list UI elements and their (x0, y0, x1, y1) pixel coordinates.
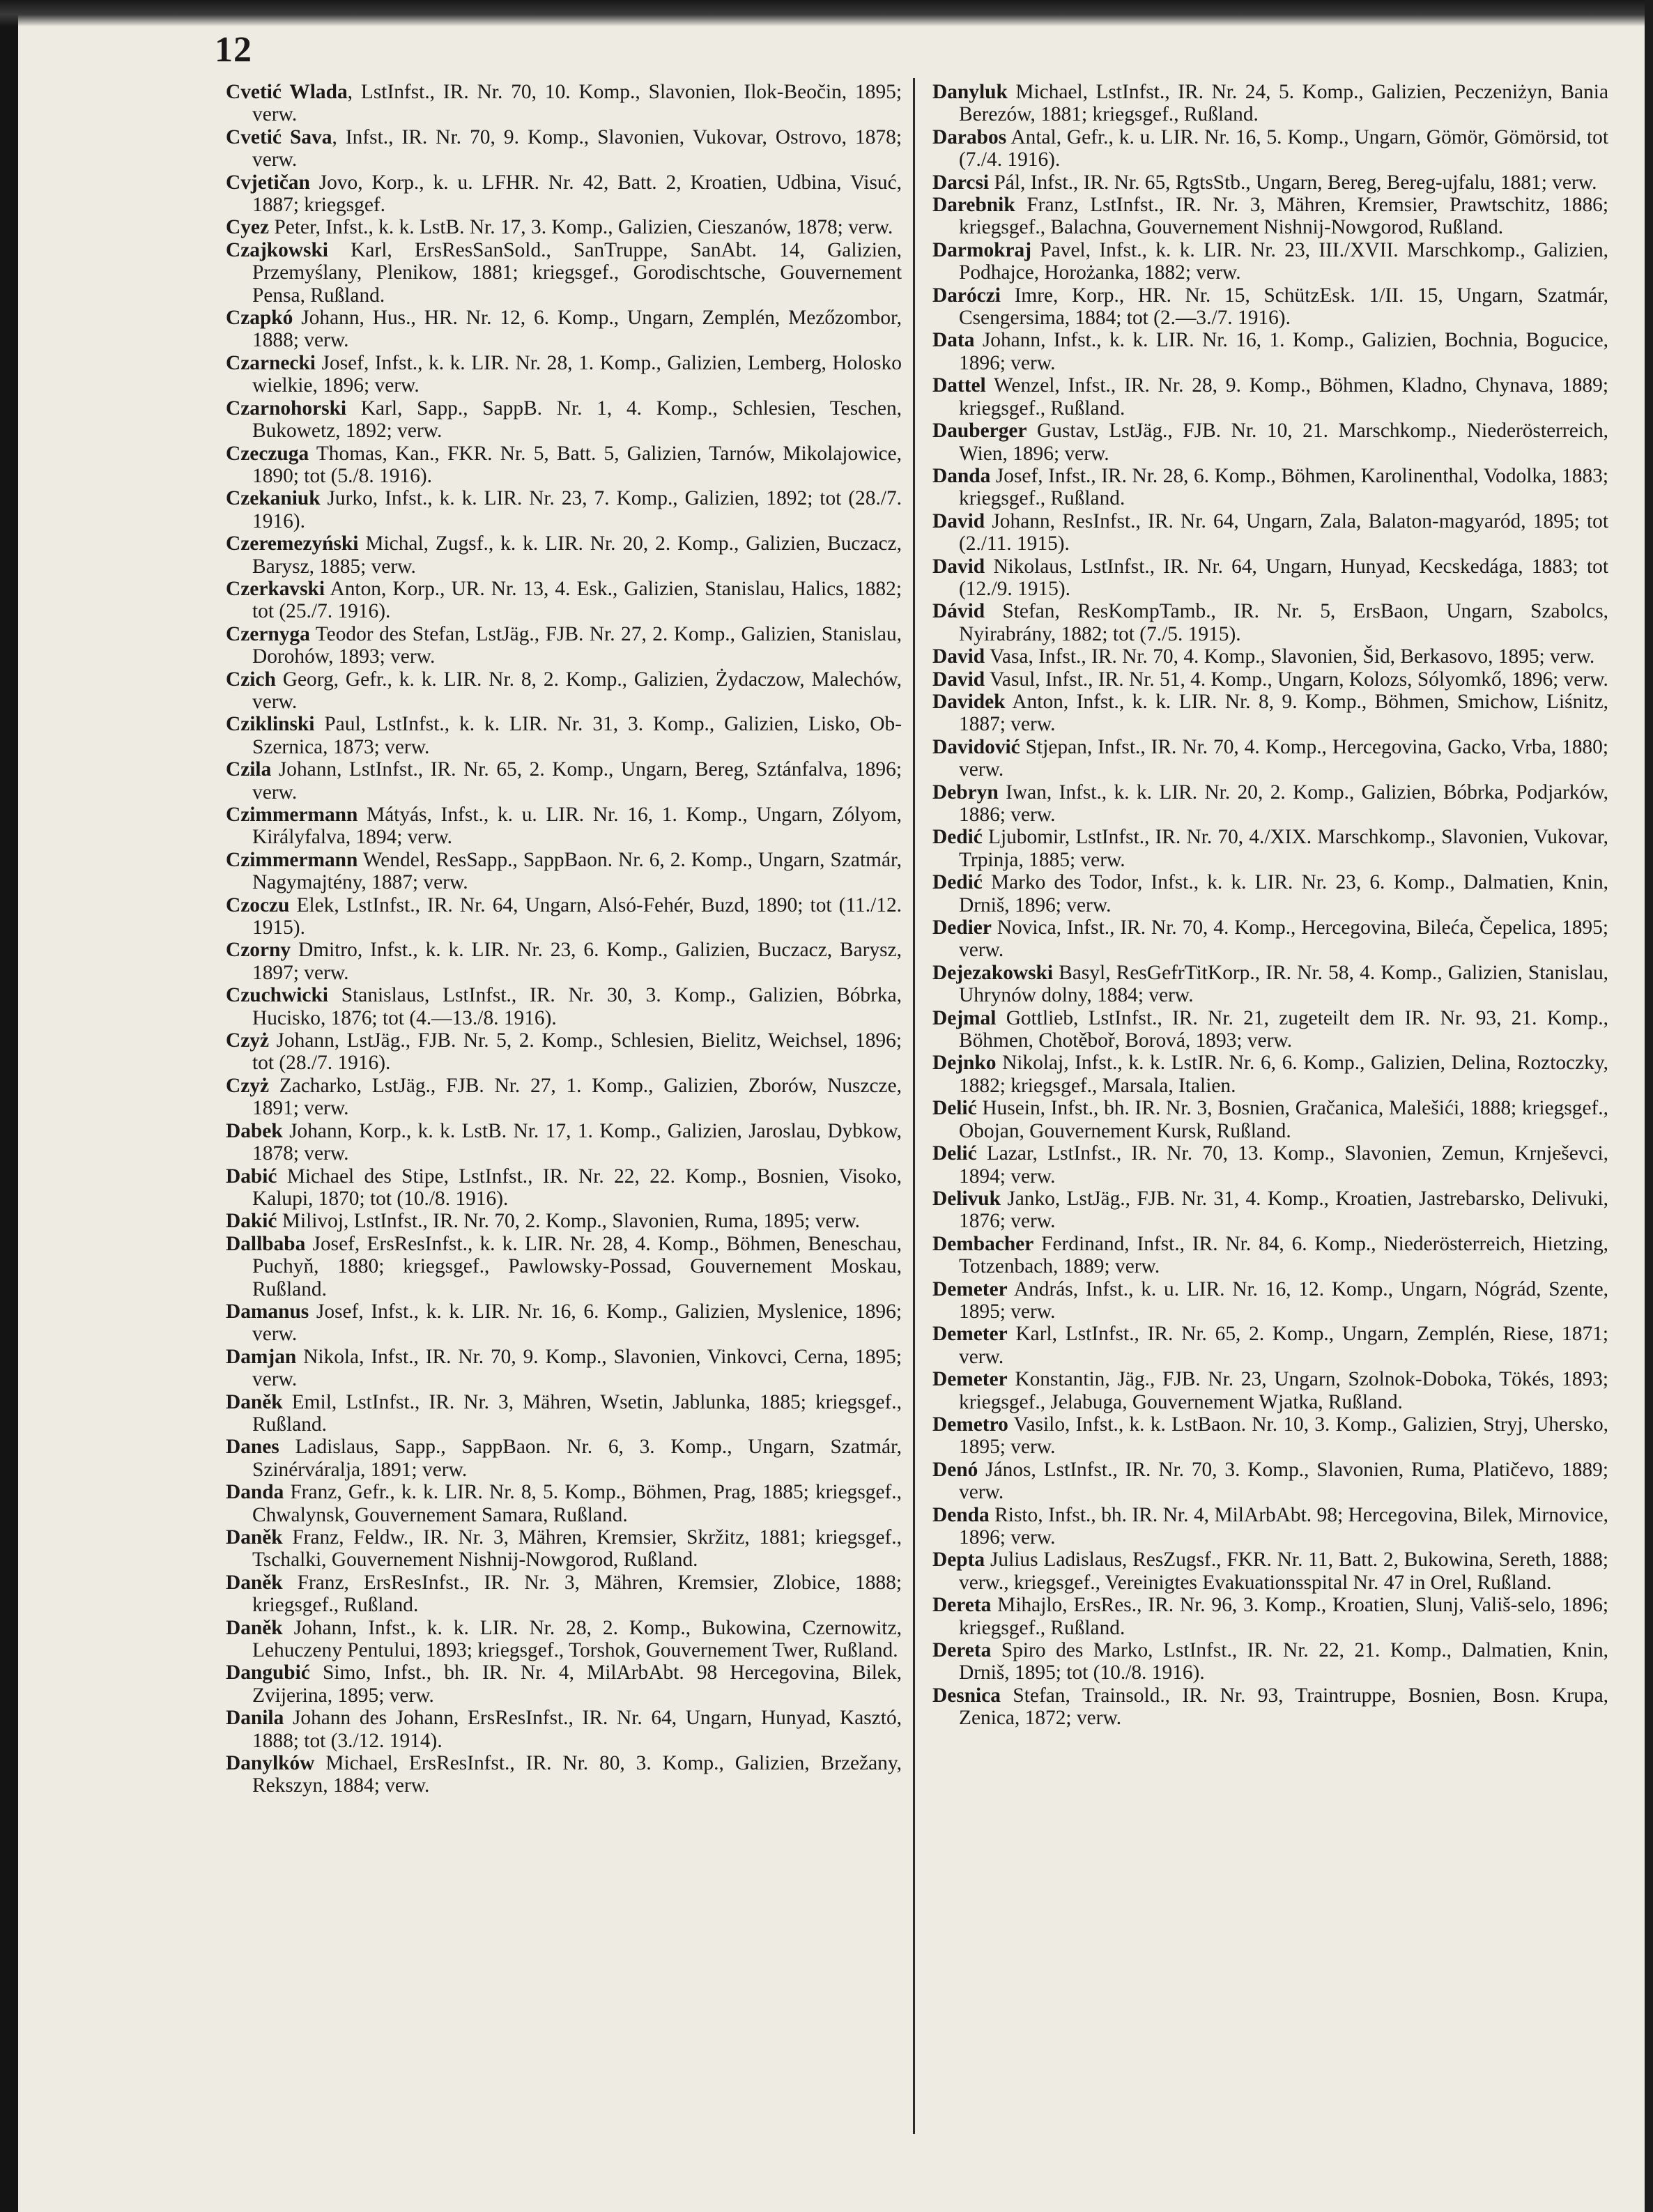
list-entry (226, 171, 902, 217)
entry-details: Johann, Korp., k. k. LstB. Nr. 17, 1. Komp., Galizien, Jaroslau, Dybkow, 1878; verw. (252, 1119, 902, 1165)
list-entry (932, 555, 1608, 601)
list-entry (226, 397, 902, 443)
entry-details: Dmitro, Infst., k. k. LIR. Nr. 23, 6. Komp., Galizien, Buczacz, Barysz, 1897; verw. (252, 939, 902, 984)
list-entry (226, 1481, 902, 1526)
list-entry (932, 736, 1608, 781)
entry-details: Stefan, Trainsold., IR. Nr. 93, Traintruppe, Bosnien, Bosn. Krupa, Zenica, 1872; verw. (959, 1684, 1608, 1730)
entry-surname: Damanus (226, 1300, 309, 1323)
list-entry (932, 1278, 1608, 1323)
list-entry (226, 239, 902, 307)
list-entry (932, 1188, 1608, 1233)
entry-surname: Daněk (226, 1616, 283, 1639)
entry-surname: Dedić (932, 826, 983, 849)
column-divider (913, 78, 915, 2134)
entry-surname: David (932, 668, 985, 691)
entry-details: Nikola, Infst., IR. Nr. 70, 9. Komp., Slavonien, Vinkovci, Cerna, 1895; verw. (252, 1345, 902, 1391)
list-entry (932, 916, 1608, 962)
list-entry (226, 578, 902, 623)
entry-details: Georg, Gefr., k. k. LIR. Nr. 8, 2. Komp., Galizien, Żydaczow, Malechów, verw. (252, 668, 902, 713)
list-entry (226, 894, 902, 939)
entry-details: Pavel, Infst., k. k. LIR. Nr. 23, III./XVII. Marschkomp., Galizien, Podhajce, Horożanka, 1882; verw. (959, 238, 1608, 284)
entry-details: Johann des Johann, ErsResInfst., IR. Nr. 64, Ungarn, Hunyad, Kasztó, 1888; tot (3./12. 1914). (252, 1707, 902, 1752)
entry-details: Zacharko, LstJäg., FJB. Nr. 27, 1. Komp., Galizien, Zborów, Nuszcze, 1891; verw. (252, 1074, 902, 1120)
entry-surname: Demetro (932, 1413, 1008, 1436)
list-entry (226, 532, 902, 578)
list-entry (932, 126, 1608, 171)
list-entry (932, 1097, 1608, 1142)
entry-details: Stjepan, Infst., IR. Nr. 70, 4. Komp., Hercegovina, Gacko, Vrba, 1880; verw. (959, 735, 1608, 781)
list-entry (932, 1459, 1608, 1504)
list-entry (932, 691, 1608, 736)
entry-details: Gottlieb, LstInfst., IR. Nr. 21, zugeteilt dem IR. Nr. 93, 21. Komp., Böhmen, Chotěboř, Borová, 1893; verw. (959, 1006, 1608, 1052)
entry-details: Johann, Infst., k. k. LIR. Nr. 28, 2. Komp., Bukowina, Czernowitz, Lehuczeny Pentului, 1893; kriegsgef., Torshok, Gouvernement Twer, Rußland. (252, 1616, 902, 1662)
entry-surname: Delivuk (932, 1187, 1001, 1210)
list-entry (226, 352, 902, 397)
entry-details: Antal, Gefr., k. u. LIR. Nr. 16, 5. Komp., Ungarn, Gömör, Gömörsid, tot (7./4. 1916). (959, 125, 1608, 171)
entry-surname: Denó (932, 1458, 978, 1481)
entry-surname: Danda (932, 464, 991, 487)
entry-surname: Dauberger (932, 420, 1027, 443)
entry-surname: Dallbaba (226, 1232, 306, 1255)
entry-surname: David (932, 509, 985, 532)
entry-surname: Dejmal (932, 1006, 997, 1029)
list-entry (226, 758, 902, 804)
list-entry (932, 1504, 1608, 1549)
entry-details: Michael, LstInfst., IR. Nr. 24, 5. Komp., Galizien, Peczeniżyn, Bania Berezów, 1881; kriegsgef., Rußland. (959, 81, 1608, 126)
entry-details: Imre, Korp., HR. Nr. 15, SchützEsk. 1/II. 15, Ungarn, Szatmár, Csengersima, 1884; tot (2.—3./7. 1916). (959, 284, 1608, 330)
list-entry (932, 1413, 1608, 1459)
list-entry (226, 1210, 902, 1232)
list-entry (226, 1617, 902, 1662)
list-entry (932, 1233, 1608, 1278)
entry-details: Vasul, Infst., IR. Nr. 51, 4. Komp., Ungarn, Kolozs, Sólyomkő, 1896; verw. (985, 668, 1608, 691)
entry-details: Pál, Infst., IR. Nr. 65, RgtsStb., Ungarn, Bereg, Bereg-ujfalu, 1881; verw. (989, 171, 1597, 194)
entry-surname: Debryn (932, 781, 999, 804)
entry-details: Marko des Todor, Infst., k. k. LIR. Nr. 23, 6. Komp., Dalmatien, Knin, Drniš, 1896; verw. (959, 871, 1608, 916)
list-entry (226, 668, 902, 714)
entry-details: Mátyás, Infst., k. u. LIR. Nr. 16, 1. Komp., Ungarn, Zólyom, Királyfalva, 1894; verw. (252, 804, 902, 849)
right-column (932, 81, 1608, 1730)
entry-surname: Cziklinski (226, 713, 315, 736)
entry-surname: Dembacher (932, 1232, 1034, 1255)
entry-surname: Demeter (932, 1323, 1008, 1346)
entry-surname: Desnica (932, 1684, 1001, 1707)
entry-details: Michal, Zugsf., k. k. LIR. Nr. 20, 2. Komp., Galizien, Buczacz, Barysz, 1885; verw. (252, 532, 902, 578)
entry-surname: Dedić (932, 871, 983, 894)
entry-surname: Danila (226, 1707, 284, 1730)
entry-details: Thomas, Kan., FKR. Nr. 5, Batt. 5, Galizien, Tarnów, Mikolajowice, 1890; tot (5./8. 1916). (252, 442, 902, 487)
list-entry (226, 1120, 902, 1165)
entry-details: Jovo, Korp., k. u. LFHR. Nr. 42, Batt. 2, Kroatien, Udbina, Visuć, 1887; kriegsgef. (252, 171, 902, 217)
entry-surname: Dedier (932, 916, 992, 939)
entry-details: Wenzel, Infst., IR. Nr. 28, 9. Komp., Böhmen, Kladno, Chynava, 1889; kriegsgef., Rußland. (959, 374, 1608, 420)
entry-surname: Darebnik (932, 194, 1015, 217)
entry-surname: Damjan (226, 1345, 297, 1368)
entry-details: Michael, ErsResInfst., IR. Nr. 80, 3. Komp., Galizien, Brzežany, Rekszyn, 1884; verw. (252, 1752, 902, 1797)
entry-details: Anton, Infst., k. k. LIR. Nr. 8, 9. Komp., Böhmen, Smichow, Liśnitz, 1887; verw. (959, 690, 1608, 736)
list-entry (932, 1549, 1608, 1594)
entry-surname: Dakić (226, 1210, 277, 1233)
list-entry (226, 849, 902, 894)
entry-surname: Dejnko (932, 1052, 997, 1075)
list-entry (932, 510, 1608, 555)
entry-details: Karl, ErsResSanSold., SanTruppe, SanAbt. 14, Galizien, Przemyślany, Plenikow, 1881; kriegsgef., Gorodischtsche, Gouvernement Pensa, Rußland. (252, 238, 902, 307)
entry-details: Ferdinand, Infst., IR. Nr. 84, 6. Komp., Niederösterreich, Hietzing, Totzenbach, 1889; verw. (959, 1232, 1608, 1278)
entry-details: Risto, Infst., bh. IR. Nr. 4, MilArbAbt. 98; Hercegovina, Bilek, Mirnovice, 1896; verw. (959, 1503, 1608, 1549)
entry-surname: Czeremezyński (226, 532, 359, 555)
entry-details: Josef, Infst., k. k. LIR. Nr. 16, 6. Komp., Galizien, Myslenice, 1896; verw. (252, 1300, 902, 1346)
entry-details: Vasilo, Infst., k. k. LstBaon. Nr. 10, 3. Komp., Galizien, Stryj, Uhersko, 1895; verw. (959, 1413, 1608, 1459)
list-entry (932, 600, 1608, 645)
list-entry (226, 126, 902, 171)
list-entry (226, 713, 902, 758)
list-entry (932, 781, 1608, 827)
list-entry (226, 81, 902, 126)
left-column (226, 81, 902, 1797)
entry-details: Milivoj, LstInfst., IR. Nr. 70, 2. Komp., Slavonien, Ruma, 1895; verw. (277, 1210, 860, 1233)
entry-details: Franz, LstInfst., IR. Nr. 3, Mähren, Kremsier, Prawtschitz, 1886; kriegsgef., Balachna, Gouvernement Nishnij-Nowgorod, Rußland. (959, 194, 1608, 239)
entry-surname: Cvetić Wlada (226, 81, 348, 103)
list-entry (932, 239, 1608, 284)
entry-details: Novica, Infst., IR. Nr. 70, 4. Komp., Hercegovina, Bileća, Čepelica, 1895; verw. (959, 916, 1608, 962)
entry-surname: Czimmermann (226, 804, 358, 826)
entry-details: Karl, Sapp., SappB. Nr. 1, 4. Komp., Schlesien, Teschen, Bukowetz, 1892; verw. (252, 397, 902, 443)
entry-surname: David (932, 645, 985, 668)
entry-details: Nikolaj, Infst., k. k. LstIR. Nr. 6, 6. Komp., Galizien, Delina, Roztoczky, 1882; kriegsgef., Marsala, Italien. (959, 1052, 1608, 1097)
entry-surname: Demeter (932, 1277, 1008, 1300)
entry-details: Mihajlo, ErsRes., IR. Nr. 96, 3. Komp., Kroatien, Slunj, Vališ-selo, 1896; kriegsgef., Rußland. (959, 1594, 1608, 1639)
list-entry (932, 1323, 1608, 1368)
entry-surname: Danes (226, 1436, 279, 1459)
entry-details: Johann, ResInfst., IR. Nr. 64, Ungarn, Zala, Balaton-magyaród, 1895; tot (2./11. 1915). (959, 509, 1608, 555)
entry-details: Michael des Stipe, LstInfst., IR. Nr. 22, 22. Komp., Bosnien, Visoko, Kalupi, 1870; tot (10./8. 1916). (252, 1165, 902, 1210)
entry-surname: Delić (932, 1097, 977, 1120)
list-entry (932, 284, 1608, 330)
entry-surname: Daněk (226, 1571, 283, 1594)
entry-surname: Dejezakowski (932, 961, 1054, 984)
list-entry (932, 826, 1608, 871)
entry-surname: Dabek (226, 1119, 283, 1142)
list-entry (226, 1526, 902, 1572)
list-entry (226, 1572, 902, 1617)
entry-details: Emil, LstInfst., IR. Nr. 3, Mähren, Wsetin, Jablunka, 1885; kriegsgef., Rußland. (252, 1390, 902, 1436)
list-entry (226, 1075, 902, 1120)
scan-edge-right (1645, 0, 1653, 2212)
list-entry (932, 1142, 1608, 1188)
list-entry (226, 939, 902, 984)
entry-surname: Daróczi (932, 284, 1001, 307)
list-entry (226, 1752, 902, 1797)
list-entry (226, 1436, 902, 1481)
entry-surname: Denda (932, 1503, 990, 1526)
entry-surname: Czorny (226, 939, 291, 962)
entry-details: Konstantin, Jäg., FJB. Nr. 23, Ungarn, Szolnok-Doboka, Tökés, 1893; kriegsgef., Jelabuga, Gouvernement Wjatka, Rußland. (959, 1368, 1608, 1413)
entry-details: Josef, ErsResInfst., k. k. LIR. Nr. 28, 4. Komp., Böhmen, Beneschau, Puchyň, 1880; kriegsgef., Pawlowsky-Possad, Gouvernement Moskau, Rußland. (252, 1232, 902, 1300)
entry-surname: Czila (226, 758, 272, 781)
entry-details: Peter, Infst., k. k. LstB. Nr. 17, 3. Komp., Galizien, Cieszanów, 1878; verw. (269, 216, 893, 239)
entry-details: Franz, Feldw., IR. Nr. 3, Mähren, Kremsier, Skržitz, 1881; kriegsgef., Tschalki, Gouvernement Nishnij-Nowgorod, Rußland. (252, 1526, 902, 1572)
entry-surname: Czuchwicki (226, 984, 328, 1007)
entry-details: Franz, Gefr., k. k. LIR. Nr. 8, 5. Komp., Böhmen, Prag, 1885; kriegsgef., Chwalynsk, Gouvernement Samara, Rußland. (252, 1481, 902, 1526)
list-entry (226, 1707, 902, 1752)
entry-details: , LstInfst., IR. Nr. 70, 10. Komp., Slavonien, Ilok-Beočin, 1895; verw. (252, 81, 902, 126)
list-entry (226, 216, 902, 238)
entry-details: Ladislaus, Sapp., SappBaon. Nr. 6, 3. Komp., Ungarn, Szatmár, Szinérváralja, 1891; verw. (252, 1436, 902, 1481)
list-entry (226, 443, 902, 488)
list-entry (226, 487, 902, 532)
entry-surname: Czapkó (226, 307, 293, 330)
list-entry (932, 871, 1608, 916)
list-entry (932, 645, 1608, 668)
entry-details: Husein, Infst., bh. IR. Nr. 3, Bosnien, Gračanica, Malešići, 1888; kriegsgef., Obojan, Gouvernement Kursk, Rußland. (959, 1097, 1608, 1142)
list-entry (932, 962, 1608, 1007)
list-entry (932, 329, 1608, 374)
list-entry (932, 171, 1608, 194)
list-entry (932, 1639, 1608, 1684)
list-entry (226, 1165, 902, 1211)
list-entry (226, 804, 902, 849)
entry-details: János, LstInfst., IR. Nr. 70, 3. Komp., Slavonien, Ruma, Platičevo, 1889; verw. (959, 1458, 1608, 1504)
list-entry (226, 307, 902, 352)
entry-details: Lazar, LstInfst., IR. Nr. 70, 13. Komp., Slavonien, Zemun, Krnješevci, 1894; verw. (959, 1142, 1608, 1188)
entry-surname: Czyż (226, 1074, 270, 1097)
entry-surname: Czoczu (226, 893, 290, 916)
entry-surname: Darabos (932, 125, 1007, 148)
list-entry (226, 1029, 902, 1075)
entry-details: Josef, Infst., IR. Nr. 28, 6. Komp., Böhmen, Karolinenthal, Vodolka, 1883; kriegsgef., Rußland. (959, 464, 1608, 510)
entry-surname: Cvjetičan (226, 171, 310, 194)
entry-details: Gustav, LstJäg., FJB. Nr. 10, 21. Marschkomp., Niederösterreich, Wien, 1896; verw. (959, 420, 1608, 465)
entry-surname: Czerkavski (226, 577, 325, 600)
entry-surname: Darcsi (932, 171, 990, 194)
list-entry (226, 1661, 902, 1707)
entry-surname: Daněk (226, 1390, 283, 1413)
entry-details: Karl, LstInfst., IR. Nr. 65, 2. Komp., Ungarn, Zemplén, Riese, 1871; verw. (959, 1323, 1608, 1368)
entry-surname: Czarnohorski (226, 397, 347, 420)
list-entry (226, 1346, 902, 1391)
entry-surname: Danda (226, 1481, 284, 1504)
entry-surname: Danylków (226, 1752, 315, 1775)
entry-details: Josef, Infst., k. k. LIR. Nr. 28, 1. Komp., Galizien, Lemberg, Holosko wielkie, 1896; verw. (252, 351, 902, 397)
entry-details: Johann, Hus., HR. Nr. 12, 6. Komp., Ungarn, Zemplén, Mezőzombor, 1888; verw. (252, 307, 902, 352)
scan-edge-top (0, 0, 1653, 26)
entry-surname: David (932, 555, 985, 578)
entry-details: Elek, LstInfst., IR. Nr. 64, Ungarn, Alsó-Fehér, Buzd, 1890; tot (11./12. 1915). (252, 893, 902, 939)
entry-surname: Danyluk (932, 81, 1008, 103)
entry-surname: Daněk (226, 1526, 283, 1549)
entry-surname: Czarnecki (226, 351, 316, 374)
entry-surname: Dereta (932, 1639, 992, 1662)
list-entry (932, 1052, 1608, 1097)
entry-details: Vasa, Infst., IR. Nr. 70, 4. Komp., Slavonien, Šid, Berkasovo, 1895; verw. (985, 645, 1595, 668)
list-entry (932, 1684, 1608, 1730)
entry-details: Johann, LstInfst., IR. Nr. 65, 2. Komp., Ungarn, Bereg, Sztánfalva, 1896; verw. (252, 758, 902, 804)
entry-details: Wendel, ResSapp., SappBaon. Nr. 6, 2. Komp., Ungarn, Szatmár, Nagymajtény, 1887; verw. (252, 848, 902, 894)
entry-surname: Czimmermann (226, 848, 358, 871)
entry-surname: Darmokraj (932, 238, 1032, 261)
entry-details: Stefan, ResKompTamb., IR. Nr. 5, ErsBaon, Ungarn, Szabolcs, Nyirabrány, 1882; tot (7./5. 1915). (959, 600, 1608, 645)
entry-details: Spiro des Marko, LstInfst., IR. Nr. 22, 21. Komp., Dalmatien, Knin, Drniš, 1895; tot (10./8. 1916). (959, 1639, 1608, 1684)
entry-surname: Dabić (226, 1165, 277, 1188)
list-entry (226, 623, 902, 668)
entry-surname: Czekaniuk (226, 487, 321, 510)
list-entry (932, 194, 1608, 239)
list-entry (932, 1594, 1608, 1639)
list-entry (932, 1007, 1608, 1052)
entry-surname: Depta (932, 1549, 985, 1572)
list-entry (226, 1233, 902, 1300)
list-entry (932, 420, 1608, 465)
entry-details: Stanislaus, LstInfst., IR. Nr. 30, 3. Komp., Galizien, Bóbrka, Hucisko, 1876; tot (4.—13./8. 1916). (252, 984, 902, 1029)
page-number: 12 (215, 30, 252, 70)
entry-details: Julius Ladislaus, ResZugsf., FKR. Nr. 11, Batt. 2, Bukowina, Sereth, 1888; verw., kriegsgef., Vereinigtes Evakuationsspital Nr. 47 in Orel, Rußland. (959, 1549, 1608, 1594)
list-entry (226, 984, 902, 1029)
entry-surname: Cyez (226, 216, 270, 239)
entry-details: Nikolaus, LstInfst., IR. Nr. 64, Ungarn, Hunyad, Kecskedága, 1883; tot (12./9. 1915). (959, 555, 1608, 600)
entry-details: Basyl, ResGefrTitKorp., IR. Nr. 58, 4. Komp., Galizien, Stanislau, Uhrynów dolny, 1884; verw. (959, 961, 1608, 1007)
entry-surname: Data (932, 329, 975, 352)
entry-surname: Davidek (932, 690, 1006, 713)
entry-details: Anton, Korp., UR. Nr. 13, 4. Esk., Galizien, Stanislau, Halics, 1882; tot (25./7. 1916). (252, 577, 902, 623)
entry-details: Teodor des Stefan, LstJäg., FJB. Nr. 27, 2. Komp., Galizien, Stanislau, Dorohów, 1893; verw. (252, 622, 902, 668)
list-entry (932, 374, 1608, 420)
entry-surname: Czajkowski (226, 238, 328, 261)
entry-surname: Czernyga (226, 622, 310, 645)
entry-details: Ljubomir, LstInfst., IR. Nr. 70, 4./XIX. Marschkomp., Slavonien, Vukovar, Trpinja, 1885; verw. (959, 826, 1608, 871)
entry-surname: Dereta (932, 1594, 992, 1617)
list-entry (932, 668, 1608, 691)
list-entry (932, 1368, 1608, 1413)
entry-details: Simo, Infst., bh. IR. Nr. 4, MilArbAbt. 98 Hercegovina, Bilek, Zvijerina, 1895; verw. (252, 1661, 902, 1707)
entry-details: Iwan, Infst., k. k. LIR. Nr. 20, 2. Komp., Galizien, Bóbrka, Podjarków, 1886; verw. (959, 781, 1608, 826)
entry-details: Paul, LstInfst., k. k. LIR. Nr. 31, 3. Komp., Galizien, Lisko, Ob-Szernica, 1873; verw. (252, 713, 902, 758)
list-entry (932, 81, 1608, 126)
list-entry (932, 465, 1608, 510)
entry-surname: Dangubić (226, 1661, 310, 1684)
entry-details: András, Infst., k. u. LIR. Nr. 16, 12. Komp., Ungarn, Nógrád, Szente, 1895; verw. (959, 1277, 1608, 1323)
entry-details: Johann, LstJäg., FJB. Nr. 5, 2. Komp., Schlesien, Bielitz, Weichsel, 1896; tot (28./7. 1916). (252, 1029, 902, 1075)
entry-surname: Dattel (932, 374, 986, 397)
entry-surname: Demeter (932, 1368, 1008, 1391)
entry-surname: Cvetić Sava (226, 125, 332, 148)
entry-details: Janko, LstJäg., FJB. Nr. 31, 4. Komp., Kroatien, Jastrebarsko, Delivuki, 1876; verw. (959, 1187, 1608, 1233)
entry-details: , Infst., IR. Nr. 70, 9. Komp., Slavonien, Vukovar, Ostrovo, 1878; verw. (252, 125, 902, 171)
entry-surname: Czich (226, 668, 276, 691)
entry-details: Johann, Infst., k. k. LIR. Nr. 16, 1. Komp., Galizien, Bochnia, Bogucice, 1896; verw. (959, 329, 1608, 374)
entry-surname: Delić (932, 1142, 977, 1165)
entry-details: Franz, ErsResInfst., IR. Nr. 3, Mähren, Kremsier, Zlobice, 1888; kriegsgef., Rußland. (252, 1571, 902, 1617)
entry-details: Jurko, Infst., k. k. LIR. Nr. 23, 7. Komp., Galizien, 1892; tot (28./7. 1916). (252, 487, 902, 532)
scan-edge-left (0, 0, 18, 2212)
entry-surname: Czeczuga (226, 442, 309, 465)
entry-surname: Davidović (932, 735, 1020, 758)
list-entry (226, 1300, 902, 1346)
list-entry (226, 1391, 902, 1436)
entry-surname: Czyż (226, 1029, 270, 1052)
entry-surname: Dávid (932, 600, 985, 623)
